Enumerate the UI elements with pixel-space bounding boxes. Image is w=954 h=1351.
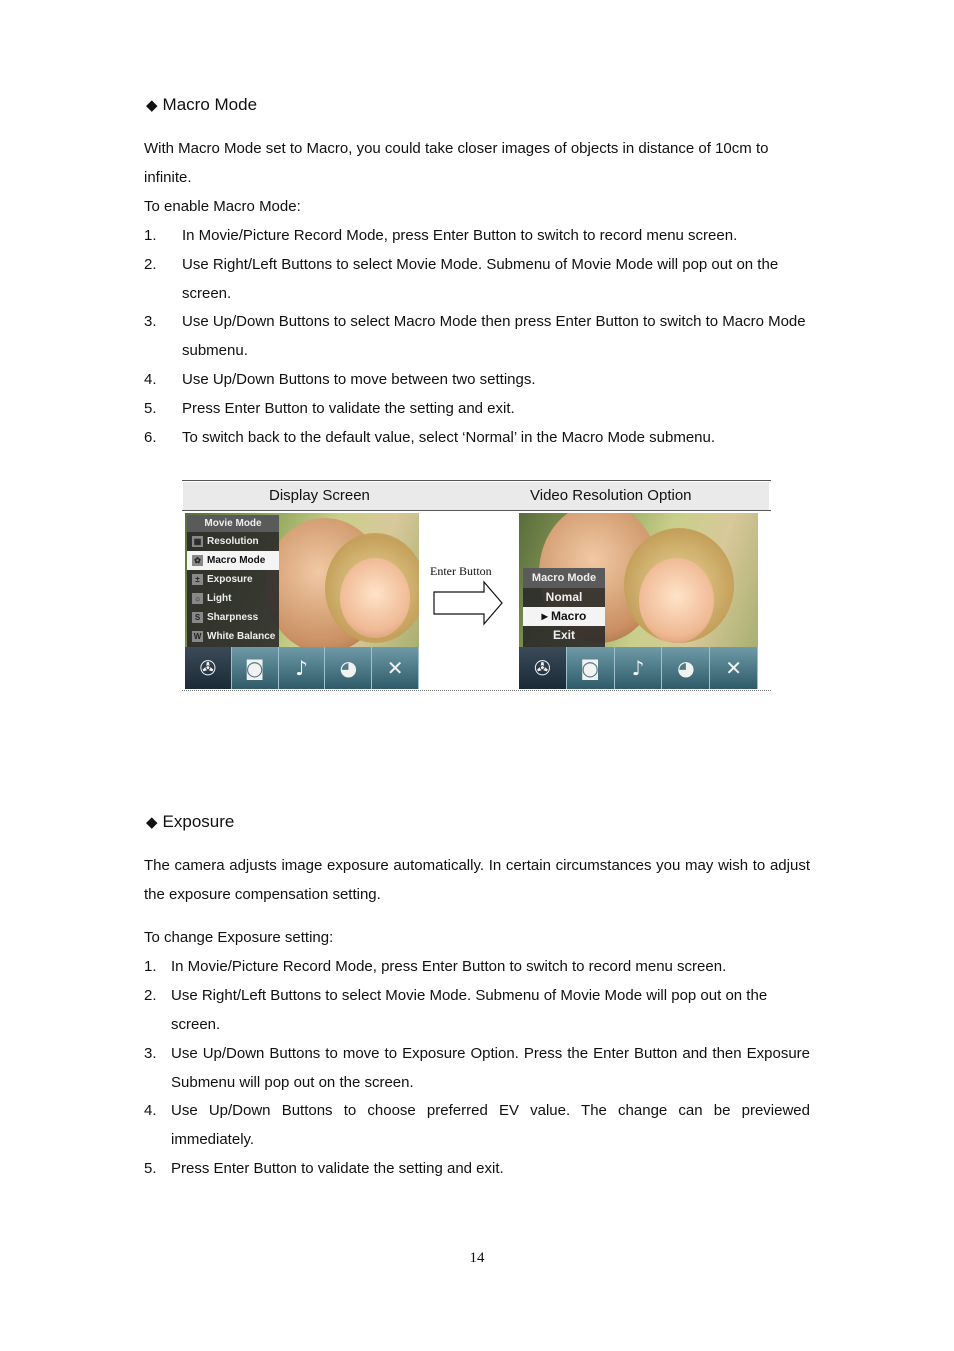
list-number: 3. [144, 313, 157, 330]
list-number: 2. [144, 256, 157, 273]
menu-item-macro-mode[interactable]: ✿ Macro Mode [187, 551, 279, 570]
list-item: Use Up/Down Buttons to move between two settings. [182, 371, 536, 388]
arrow-label: Enter Button [430, 564, 492, 578]
flower-icon: ✿ [192, 555, 203, 566]
menu-item-exposure[interactable]: ± Exposure [187, 570, 279, 589]
list-number: 1. [144, 227, 157, 244]
camera-mode-toolbar [185, 647, 419, 689]
camera-mode-toolbar [519, 647, 758, 689]
section-heading-exposure [146, 812, 234, 832]
girl-face [639, 558, 714, 643]
light-icon: ☼ [193, 594, 202, 603]
menu-item-resolution[interactable]: ▦ Resolution [193, 536, 259, 547]
microphone-icon[interactable]: ♪ [615, 647, 663, 689]
sharpness-icon: S [192, 612, 203, 623]
list-number: 4. [144, 1102, 157, 1119]
movie-reel-icon[interactable]: ✇ [519, 647, 567, 689]
menu-title: Movie Mode [187, 515, 279, 532]
right-arrow-icon [432, 580, 506, 626]
list-item: To switch back to the default value, select ‘Normal’ in the Macro Mode submenu. [182, 429, 716, 446]
submenu-item-exit[interactable]: Exit [552, 628, 575, 642]
table-rule [182, 480, 771, 481]
section-heading-macro [146, 95, 257, 115]
list-item: Use Right/Left Buttons to select Movie Mode. Submenu of Movie Mode will pop out on the screen. [171, 987, 768, 1033]
resolution-icon: ▦ [193, 537, 202, 546]
menu-item-sharpness[interactable]: S Sharpness [187, 608, 279, 627]
list-number: 1. [144, 958, 157, 975]
list-item: Press Enter Button to validate the setting and exit. [171, 1160, 504, 1177]
list-item: In Movie/Picture Record Mode, press Enter Button to switch to record menu screen. [171, 958, 727, 975]
list-number: 5. [144, 1160, 157, 1177]
list-item: Press Enter Button to validate the setting and exit. [182, 400, 515, 417]
white-balance-icon: W [193, 632, 202, 641]
macro-intro: With Macro Mode set to Macro, you could take closer images of objects in distance of 10cm to infinite. [144, 140, 769, 186]
table-rule [182, 510, 771, 511]
menu-item-light[interactable]: ☼ Light [193, 593, 232, 604]
list-item: Use Right/Left Buttons to select Movie Mode. Submenu of Movie Mode will pop out on the screen. [182, 256, 779, 302]
exposure-title: Exposure [162, 812, 235, 831]
list-item: Use Up/Down Buttons to choose preferred EV value. The change can be previewed immediately. [171, 1102, 810, 1148]
submenu-item-normal[interactable]: Nomal [545, 590, 583, 604]
page-number: 14 [469, 1250, 485, 1266]
col-header-video-resolution: Video Resolution Option [530, 487, 692, 504]
palette-icon[interactable]: ◕ [325, 647, 372, 689]
list-number: 3. [144, 1045, 157, 1062]
tools-icon[interactable]: ✕ [710, 647, 758, 689]
col-header-display-screen: Display Screen [269, 487, 370, 504]
exposure-change-label: To change Exposure setting: [144, 929, 334, 946]
tools-icon[interactable]: ✕ [372, 647, 419, 689]
menu-item-white-balance[interactable]: W White Balance [193, 631, 276, 642]
camera-icon[interactable]: ◙ [232, 647, 279, 689]
camera-icon[interactable]: ◙ [567, 647, 615, 689]
palette-icon[interactable]: ◕ [662, 647, 710, 689]
submenu-title: Macro Mode [523, 568, 605, 588]
movie-reel-icon[interactable]: ✇ [185, 647, 232, 689]
camera-screen-display [185, 513, 419, 689]
diamond-bullet-icon: ◆ [146, 814, 158, 831]
list-item: Use Up/Down Buttons to select Macro Mode then press Enter Button to switch to Macro Mode submenu. [182, 313, 806, 359]
macro-enable-label: To enable Macro Mode: [144, 198, 301, 215]
list-number: 4. [144, 371, 157, 388]
list-number: 5. [144, 400, 157, 417]
macro-mode-submenu [523, 568, 605, 649]
camera-screen-macro [519, 513, 758, 689]
movie-mode-menu [187, 515, 279, 647]
exposure-icon: ± [192, 574, 203, 585]
exposure-intro: The camera adjusts image exposure automatically. In certain circumstances you may wish to adjust the exposure compensation setting. [144, 857, 810, 903]
list-item: Use Up/Down Buttons to move to Exposure Option. Press the Enter Button and then Exposure Submenu will pop out on the screen. [171, 1045, 810, 1091]
macro-title: Macro Mode [162, 95, 258, 114]
microphone-icon[interactable]: ♪ [279, 647, 326, 689]
submenu-item-macro[interactable]: ▸ Macro [523, 607, 605, 626]
list-number: 2. [144, 987, 157, 1004]
list-item: In Movie/Picture Record Mode, press Enter Button to switch to record menu screen. [182, 227, 738, 244]
diamond-bullet-icon: ◆ [146, 97, 158, 114]
list-number: 6. [144, 429, 157, 446]
girl-face [340, 558, 410, 638]
table-rule [182, 690, 771, 691]
